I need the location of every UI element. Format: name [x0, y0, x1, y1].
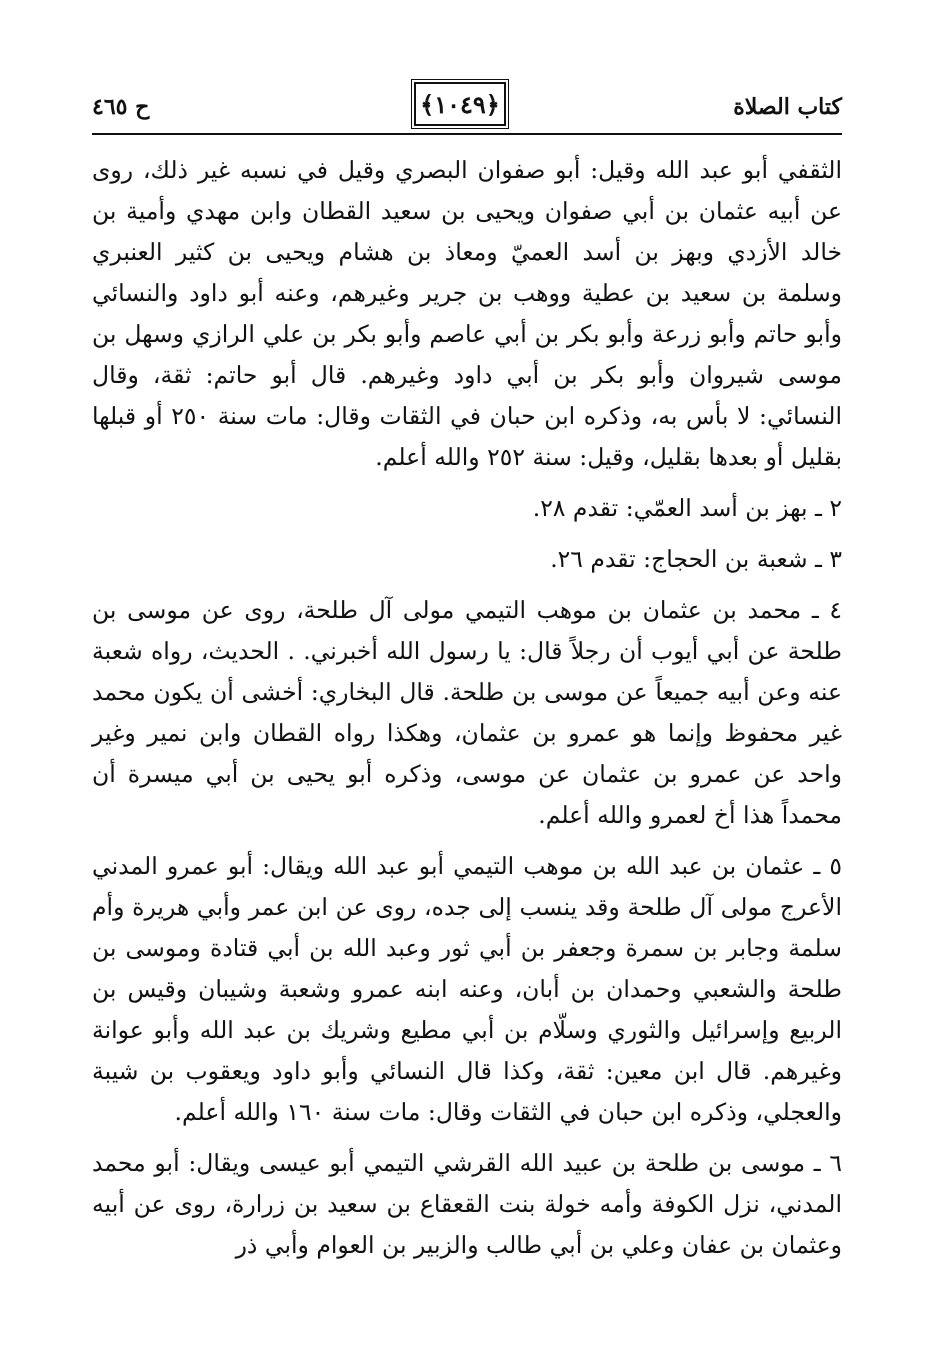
header-rule — [92, 133, 842, 135]
paragraph-3: ٣ ـ شعبة بن الحجاج: تقدم ٢٦. — [550, 545, 842, 573]
page-body — [92, 150, 842, 1266]
book-title: كتاب الصلاة — [733, 94, 842, 120]
paragraph-4: ٤ ـ محمد بن عثمان بن موهب التيمي مولى آل طلحة، روى عن موسى بن طلحة عن أبي أيوب أن رجلاً قال: يا رسول الله أخبرني. . الحديث، رواه شعبة عنه وعن أبيه جميعاً عن موسى بن طلحة. قال البخاري: أخشى أن يكون محمد غير محفوظ وإنما هو عمرو بن عثمان، وهكذا رواه القطان وابن نمير وغير واحد عن عمرو بن عثمان عن موسى، وذكره أبو يحيى بن أبي ميسرة أن محمداً هذا أخ لعمرو والله أعلم. — [92, 596, 842, 829]
paragraph-1: الثقفي أبو عبد الله وقيل: أبو صفوان البصري وقيل في نسبه غير ذلك، روى عن أبيه عثمان بن أبي صفوان ويحيى بن سعيد القطان وابن مهدي وأمية بن خالد الأزدي وبهز بن أسد العميّ ومعاذ بن هشام ويحيى بن كثير العنبري وسلمة بن سعيد بن عطية ووهب بن جرير وغيرهم، وعنه أبو داود والنسائي وأبو حاتم وأبو زرعة وأبو بكر بن أبي عاصم وأبو بكر بن علي الرازي وسهل بن موسى شيروان وأبو بكر بن أبي داود وغيرهم. قال أبو حاتم: ثقة، وقال النسائي: لا بأس به، وذكره ابن حبان في الثقات وقال: مات سنة ٢٥٠ أو قبلها بقليل أو بعدها بقليل، وقيل: سنة ٢٥٢ والله أعلم. — [92, 156, 842, 471]
paragraph-5: ٥ ـ عثمان بن عبد الله بن موهب التيمي أبو عبد الله ويقال: أبو عمرو المدني الأعرج مولى آل طلحة وقد ينسب إلى جده، روى عن ابن عمر وأبي هريرة وأم سلمة وجابر بن سمرة وجعفر بن أبي ثور وعبد الله بن أبي قتادة وموسى بن طلحة والشعبي وحمدان بن أبان، وعنه ابنه عمرو وشعبة وشيبان وقيس بن الربيع وإسرائيل والثوري وسلّام بن أبي مطيع وشريك بن عبد الله وأبو عوانة وغيرهم. قال ابن معين: ثقة، وكذا قال النسائي وأبو داود ويعقوب بن شيبة والعجلي، وذكره ابن حبان في الثقات وقال: مات سنة ١٦٠ والله أعلم. — [92, 852, 842, 1126]
paragraph-6: ٦ ـ موسى بن طلحة بن عبيد الله القرشي التيمي أبو عيسى ويقال: أبو محمد المدني، نزل الكوفة وأمه خولة بنت القعقاع بن سعيد بن زرارة، روى عن أبيه وعثمان بن عفان وعلي بن أبي طالب والزبير بن العوام وأبي ذر — [92, 1149, 842, 1259]
page-number: ﴿١٠٤٩﴾ — [414, 82, 506, 126]
page-header — [92, 82, 842, 132]
paragraph-2: ٢ ـ بهز بن أسد العمّي: تقدم ٢٨. — [532, 494, 842, 522]
hadith-reference: ح ٤٦٥ — [92, 94, 150, 120]
